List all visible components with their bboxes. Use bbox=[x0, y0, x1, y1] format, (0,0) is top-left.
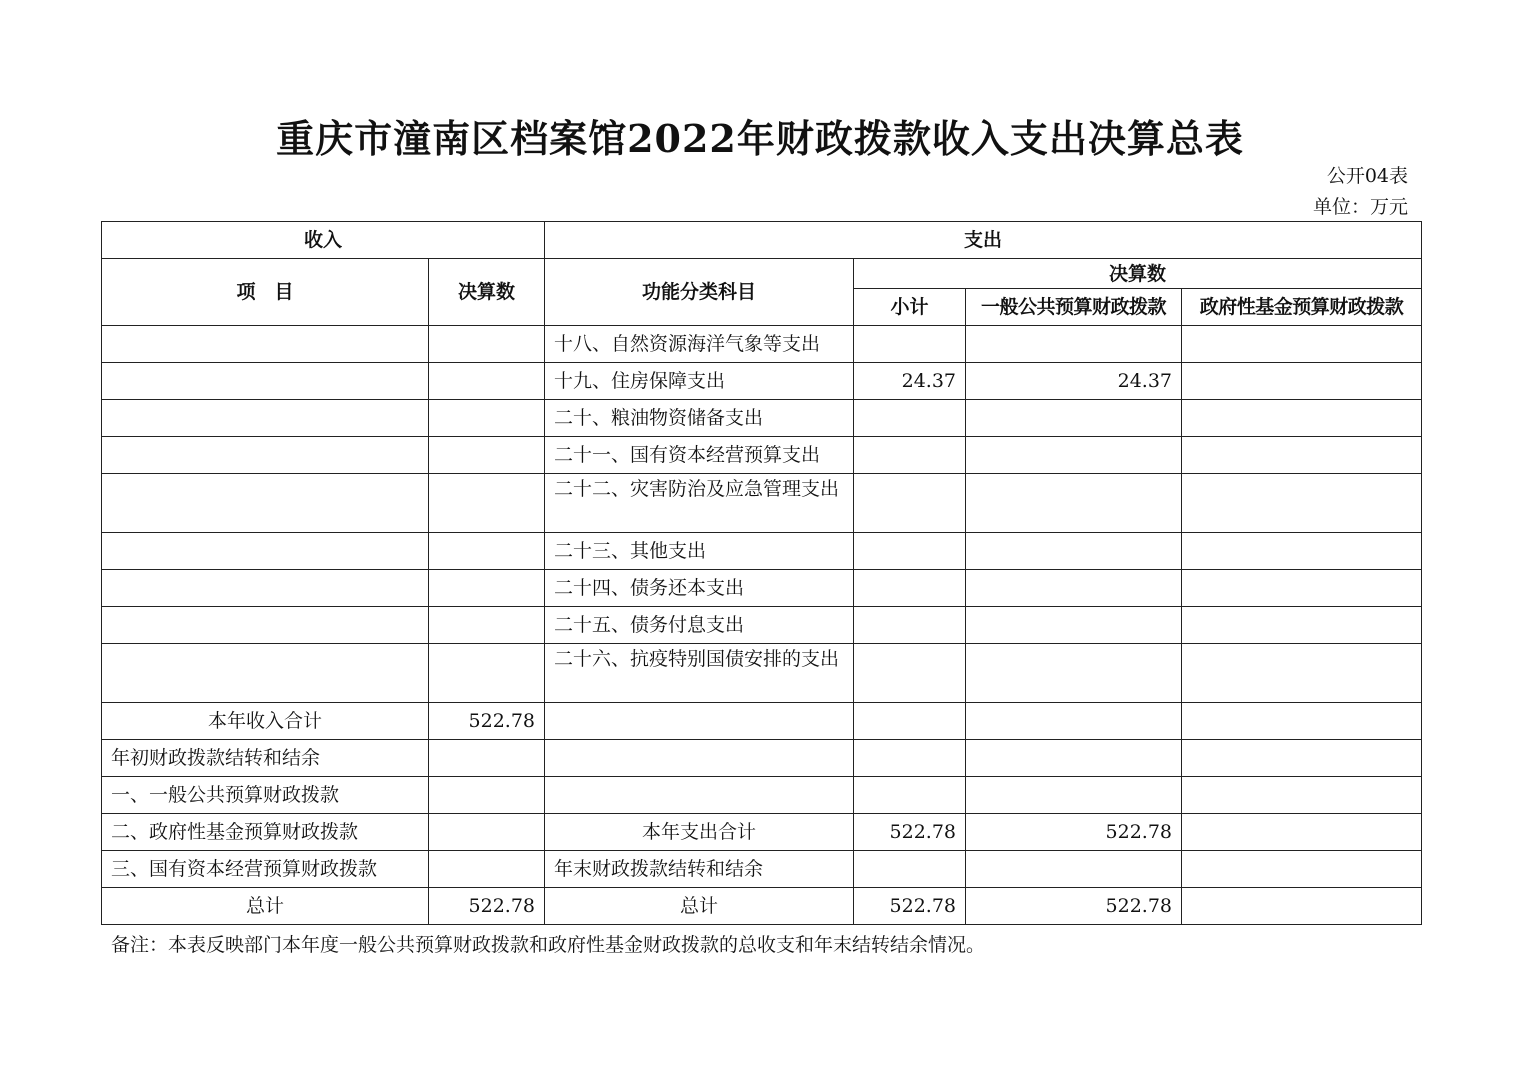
category-cell: 二十四、债务还本支出 bbox=[545, 570, 854, 607]
table-row bbox=[102, 777, 1422, 814]
general-budget-cell bbox=[966, 570, 1182, 607]
category-cell: 二十一、国有资本经营预算支出 bbox=[545, 437, 854, 474]
income-item-cell: 三、国有资本经营预算财政拨款 bbox=[102, 851, 429, 888]
category-cell: 二十、粮油物资储备支出 bbox=[545, 400, 854, 437]
subtotal-cell bbox=[854, 777, 966, 814]
general-budget-cell: 24.37 bbox=[966, 363, 1182, 400]
income-item-cell bbox=[102, 533, 429, 570]
income-item-cell bbox=[102, 400, 429, 437]
gov-fund-cell bbox=[1182, 888, 1422, 925]
category-cell: 年末财政拨款结转和结余 bbox=[545, 851, 854, 888]
subtotal-cell bbox=[854, 703, 966, 740]
table-row bbox=[102, 474, 1422, 533]
subtotal-cell bbox=[854, 474, 966, 533]
category-cell: 二十三、其他支出 bbox=[545, 533, 854, 570]
income-amount-cell: 522.78 bbox=[429, 888, 545, 925]
gov-fund-header: 政府性基金预算财政拨款 bbox=[1182, 289, 1422, 326]
table-row bbox=[102, 740, 1422, 777]
gov-fund-cell bbox=[1182, 777, 1422, 814]
income-item-cell bbox=[102, 326, 429, 363]
income-item-cell: 二、政府性基金预算财政拨款 bbox=[102, 814, 429, 851]
category-cell: 总计 bbox=[545, 888, 854, 925]
unit-label: 单位：万元 bbox=[1312, 196, 1408, 218]
function-category-header: 功能分类科目 bbox=[545, 259, 854, 326]
income-item-cell: 总计 bbox=[102, 888, 429, 925]
table-row bbox=[102, 607, 1422, 644]
general-budget-cell bbox=[966, 474, 1182, 533]
income-amount-cell: 522.78 bbox=[429, 703, 545, 740]
footnote: 备注：本表反映部门本年度一般公共预算财政拨款和政府性基金财政拨款的总收支和年末结转结余情况。 bbox=[111, 934, 986, 956]
gov-fund-cell bbox=[1182, 474, 1422, 533]
gov-fund-cell bbox=[1182, 400, 1422, 437]
expense-header: 支出 bbox=[545, 222, 1422, 259]
income-item-cell bbox=[102, 437, 429, 474]
table-body bbox=[102, 326, 1422, 925]
gov-fund-cell bbox=[1182, 814, 1422, 851]
general-budget-cell bbox=[966, 437, 1182, 474]
income-amount-cell bbox=[429, 400, 545, 437]
table-row bbox=[102, 644, 1422, 703]
gov-fund-cell bbox=[1182, 703, 1422, 740]
income-amount-cell bbox=[429, 363, 545, 400]
general-budget-header: 一般公共预算财政拨款 bbox=[966, 289, 1182, 326]
category-cell: 二十六、抗疫特别国债安排的支出 bbox=[545, 644, 854, 703]
general-budget-cell bbox=[966, 533, 1182, 570]
subtotal-cell bbox=[854, 607, 966, 644]
table-row bbox=[102, 888, 1422, 925]
income-item-cell bbox=[102, 570, 429, 607]
table-row bbox=[102, 851, 1422, 888]
gov-fund-cell bbox=[1182, 740, 1422, 777]
item-header: 项 目 bbox=[102, 259, 429, 326]
income-amount-cell bbox=[429, 851, 545, 888]
income-amount-cell bbox=[429, 777, 545, 814]
gov-fund-cell bbox=[1182, 437, 1422, 474]
subtotal-cell: 24.37 bbox=[854, 363, 966, 400]
income-amount-cell bbox=[429, 570, 545, 607]
income-item-cell: 一、一般公共预算财政拨款 bbox=[102, 777, 429, 814]
income-item-cell bbox=[102, 607, 429, 644]
income-amount-cell bbox=[429, 607, 545, 644]
income-amount-cell bbox=[429, 533, 545, 570]
table-row bbox=[102, 814, 1422, 851]
category-cell: 十九、住房保障支出 bbox=[545, 363, 854, 400]
budget-table bbox=[101, 221, 1422, 925]
income-amount-cell bbox=[429, 437, 545, 474]
gov-fund-cell bbox=[1182, 363, 1422, 400]
subtotal-cell bbox=[854, 740, 966, 777]
income-header: 收入 bbox=[102, 222, 545, 259]
general-budget-cell bbox=[966, 644, 1182, 703]
subtotal-cell bbox=[854, 400, 966, 437]
subtotal-cell bbox=[854, 851, 966, 888]
income-item-cell: 本年收入合计 bbox=[102, 703, 429, 740]
income-amount-cell bbox=[429, 326, 545, 363]
subtotal-header: 小计 bbox=[854, 289, 966, 326]
general-budget-cell bbox=[966, 326, 1182, 363]
general-budget-cell: 522.78 bbox=[966, 814, 1182, 851]
income-item-cell bbox=[102, 363, 429, 400]
income-amount-cell bbox=[429, 814, 545, 851]
table-row bbox=[102, 703, 1422, 740]
table-row bbox=[102, 400, 1422, 437]
subtotal-cell bbox=[854, 570, 966, 607]
income-item-cell: 年初财政拨款结转和结余 bbox=[102, 740, 429, 777]
expense-amount-header: 决算数 bbox=[854, 259, 1422, 289]
subtotal-cell: 522.78 bbox=[854, 888, 966, 925]
gov-fund-cell bbox=[1182, 644, 1422, 703]
category-cell: 本年支出合计 bbox=[545, 814, 854, 851]
page-title: 重庆市潼南区档案馆2022年财政拨款收入支出决算总表 bbox=[276, 116, 1244, 161]
gov-fund-cell bbox=[1182, 607, 1422, 644]
income-amount-header: 决算数 bbox=[429, 259, 545, 326]
gov-fund-cell bbox=[1182, 533, 1422, 570]
general-budget-cell bbox=[966, 703, 1182, 740]
income-item-cell bbox=[102, 474, 429, 533]
general-budget-cell bbox=[966, 851, 1182, 888]
category-cell: 二十二、灾害防治及应急管理支出 bbox=[545, 474, 854, 533]
general-budget-cell bbox=[966, 777, 1182, 814]
table-row bbox=[102, 326, 1422, 363]
category-cell: 二十五、债务付息支出 bbox=[545, 607, 854, 644]
income-amount-cell bbox=[429, 644, 545, 703]
general-budget-cell bbox=[966, 607, 1182, 644]
table-row bbox=[102, 533, 1422, 570]
table-row bbox=[102, 570, 1422, 607]
subtotal-cell: 522.78 bbox=[854, 814, 966, 851]
subtotal-cell bbox=[854, 326, 966, 363]
subtotal-cell bbox=[854, 644, 966, 703]
subtotal-cell bbox=[854, 437, 966, 474]
general-budget-cell bbox=[966, 740, 1182, 777]
income-item-cell bbox=[102, 644, 429, 703]
gov-fund-cell bbox=[1182, 570, 1422, 607]
category-cell bbox=[545, 777, 854, 814]
income-amount-cell bbox=[429, 474, 545, 533]
category-cell bbox=[545, 740, 854, 777]
gov-fund-cell bbox=[1182, 326, 1422, 363]
general-budget-cell bbox=[966, 400, 1182, 437]
income-amount-cell bbox=[429, 740, 545, 777]
general-budget-cell: 522.78 bbox=[966, 888, 1182, 925]
table-code: 公开04表 bbox=[1326, 165, 1408, 187]
subtotal-cell bbox=[854, 533, 966, 570]
table-row bbox=[102, 363, 1422, 400]
table-row bbox=[102, 437, 1422, 474]
category-cell bbox=[545, 703, 854, 740]
gov-fund-cell bbox=[1182, 851, 1422, 888]
category-cell: 十八、自然资源海洋气象等支出 bbox=[545, 326, 854, 363]
